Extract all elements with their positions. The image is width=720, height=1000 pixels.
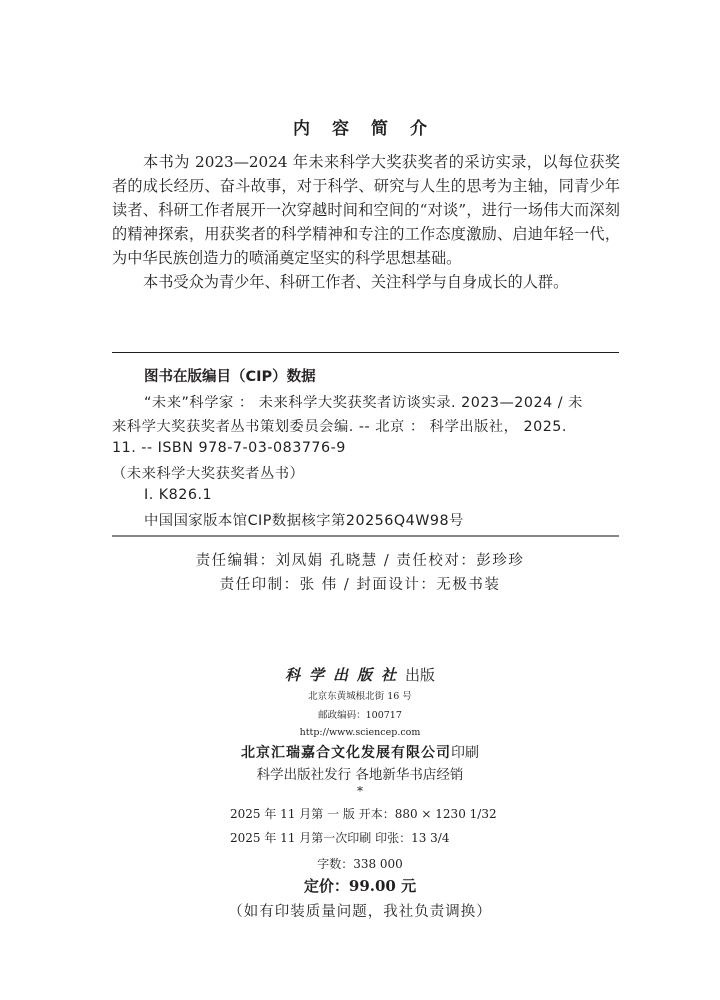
cip-heading: 图书在版编目（CIP）数据 xyxy=(144,369,316,385)
publisher-line xyxy=(0,664,720,685)
summary-title: 内容简介 xyxy=(293,119,449,139)
publisher-address: 北京东黄城根北街 16 号 xyxy=(308,691,412,702)
separator-asterisk: * xyxy=(357,784,363,798)
credits-editors: 责任编辑：刘凤娟 孔晓慧 / 责任校对：彭珍珍 xyxy=(195,553,525,569)
publisher-name: 科学出版社 xyxy=(284,666,405,684)
cip-line-3: 11. -- ISBN 978-7-03-083776-9 xyxy=(112,440,346,456)
publisher-suffix: 出版 xyxy=(405,666,436,684)
cip-bottom-divider xyxy=(112,535,619,537)
summary-paragraph-1: 本书为 2023—2024 年未来科学大奖获奖者的采访实录，以每位获奖者的成长经历、奋斗故事，对于科学、研究与人生的思考为主轴，同青少年读者、科研工作者展开一次穿越时间和空间的“对谈”，进行一场伟大而深刻的精神探索，用获奖者的科学精神和专注的工作态度激励、启迪年轻一代，为中华民族创造力的喷涌奠定坚实的科学思想基础。 xyxy=(112,153,620,267)
distribution-line: 科学出版社发行 各地新华书店经销 xyxy=(256,767,464,783)
cip-line-1: “未来”科学家 ： 未来科学大奖获奖者访谈实录. 2023—2024 / 未 xyxy=(144,395,583,411)
printer-suffix: 印刷 xyxy=(451,745,479,761)
quality-notice: （如有印装质量问题，我社负责调换） xyxy=(228,904,492,920)
printer-line xyxy=(0,742,720,762)
printing-line: 2025 年 11 月第一次印刷 印张：13 3/4 xyxy=(230,831,450,845)
cip-line-5: Ⅰ. K826.1 xyxy=(144,487,213,503)
edition-line: 2025 年 11 月第 一 版 开本：880 × 1230 1/32 xyxy=(230,807,497,821)
publisher-url: http://www.sciencep.com xyxy=(299,727,421,738)
cip-line-2: 来科学大奖获奖者丛书策划委员会编. -- 北京 ： 科学出版社， 2025. xyxy=(112,419,567,435)
publisher-postcode: 邮政编码：100717 xyxy=(318,710,402,721)
printer-name: 北京汇瑞嘉合文化发展有限公司 xyxy=(241,745,451,761)
summary-paragraph-2: 本书受众为青少年、科研工作者、关注科学与自身成长的人群。 xyxy=(143,273,569,291)
credits-production: 责任印制：张 伟 / 封面设计：无极书装 xyxy=(219,577,501,593)
word-count: 字数：338 000 xyxy=(317,857,403,871)
cip-line-4: （未来科学大奖获奖者丛书） xyxy=(112,466,305,482)
cip-top-divider xyxy=(112,352,619,353)
price: 定价：99.00 元 xyxy=(303,877,417,895)
cip-line-6: 中国国家版本馆CIP数据核字第20256Q4W98号 xyxy=(144,513,464,529)
